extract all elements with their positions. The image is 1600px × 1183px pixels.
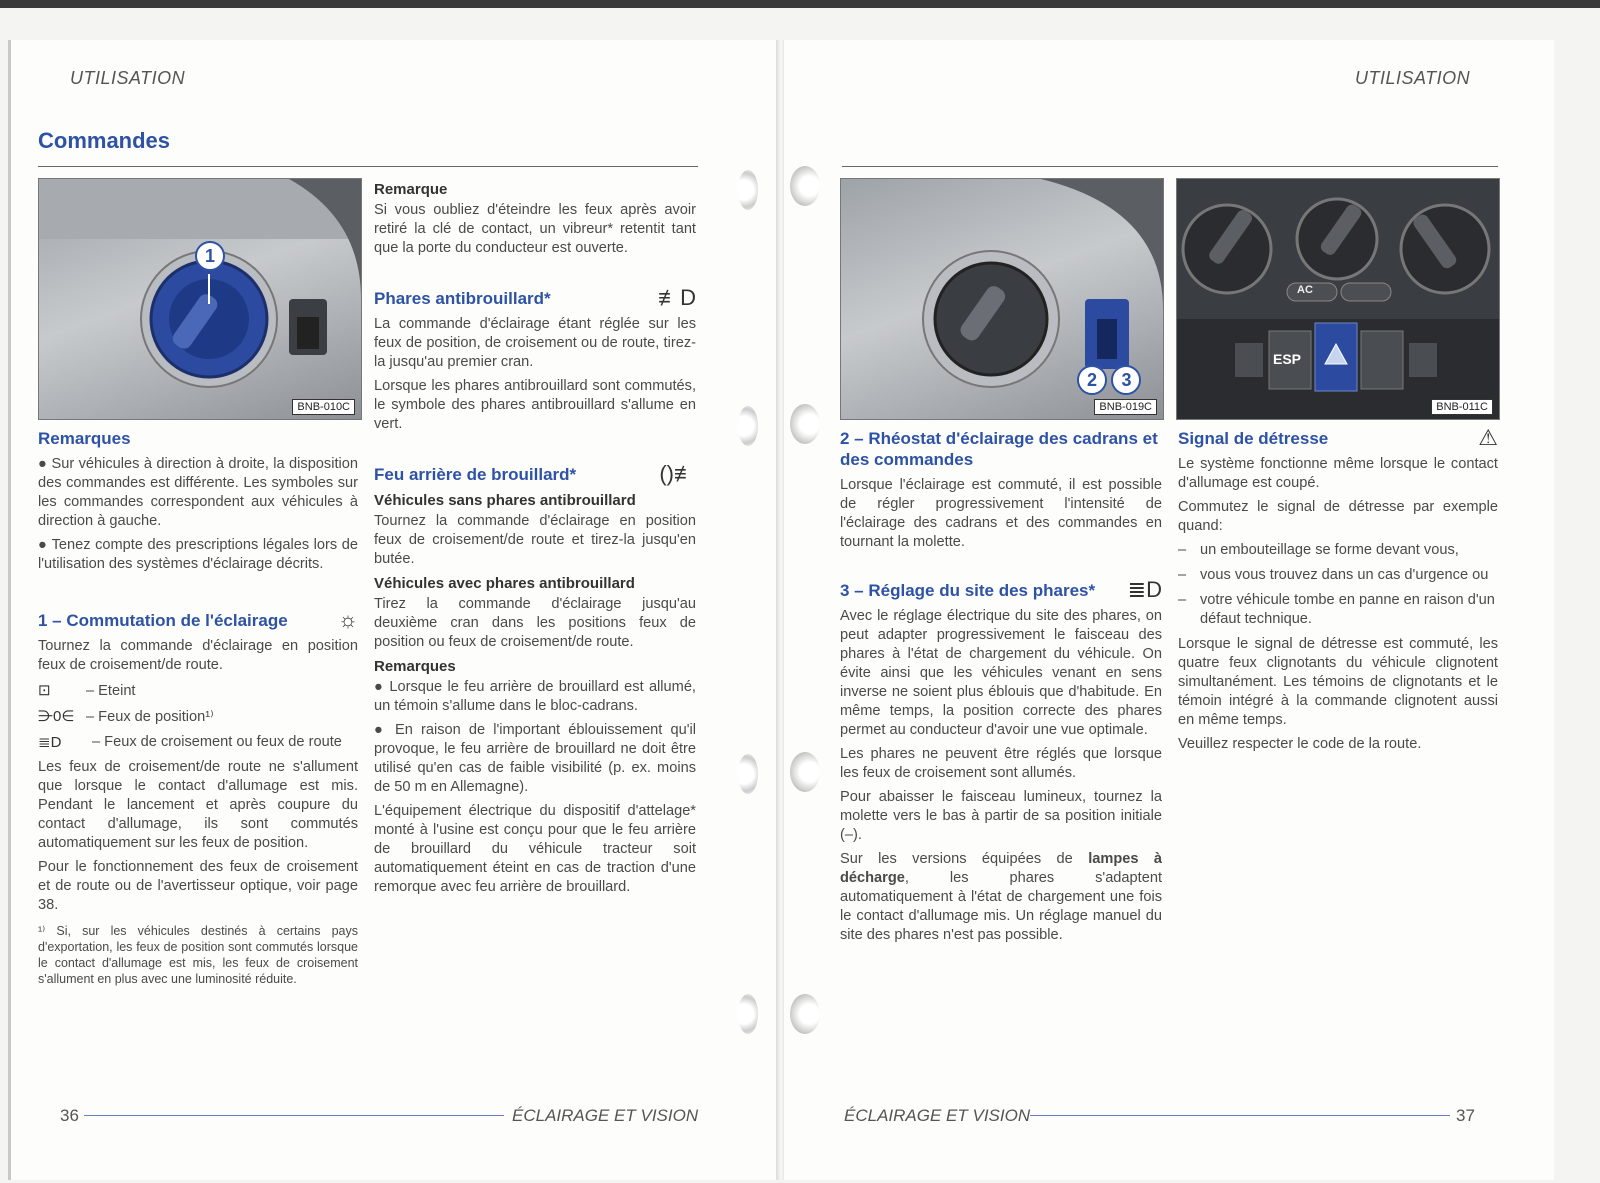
top-dark-band — [0, 0, 1600, 8]
symbol-row-position — [38, 707, 358, 727]
fog-lights-header — [374, 285, 696, 310]
section-1-header — [38, 607, 358, 632]
left-column-1 — [38, 428, 358, 992]
symbol-label: – Feux de croisement ou feux de route — [92, 734, 342, 750]
section-1-title: 1 – Commutation de l'éclairage — [38, 611, 288, 630]
hazard-title: Signal de détresse — [1178, 429, 1329, 448]
section-1-paragraph: Pour le fonctionnement des feux de croisement et de route ou de l'avertisseur optique, voir page 38. — [38, 859, 358, 913]
section-1-intro: Tournez la commande d'éclairage en position feux de croisement/de route. — [38, 638, 358, 673]
binder-hole — [738, 754, 758, 794]
binder-hole — [790, 994, 820, 1034]
section-2-title: 2 – Rhéostat d'éclairage des cadrans et des commandes — [840, 429, 1158, 469]
page-number-left: 36 — [60, 1106, 79, 1125]
vehicles-with-heading: Véhicules avec phares antibrouillard — [374, 575, 635, 592]
vehicles-without-heading: Véhicules sans phares antibrouillard — [374, 492, 636, 509]
remarques2-item: ● Lorsque le feu arrière de brouillard est allumé, un témoin s'allume dans le bloc-cadrans. — [374, 679, 696, 714]
hazard-header — [1178, 425, 1498, 450]
section-3-paragraph: Avec le réglage électrique du site des phares, on peut adapter progressivement le faisceau des phares à l'état de chargement du véhicule. On évite ainsi que les véhicules venant en sens inverse ne soient plus éblouis que d'habitude. En même temps, la position correcte des phares permet au conducteur d'avoir une vue optimale. — [840, 608, 1162, 738]
bold-span: lampes à décharge — [840, 851, 1162, 886]
remarques2-item: L'équipement électrique du dispositif d'attelage* monté à l'usine est conçu pour que le feu arrière de brouillard du véhicule tracteur soit automatiquement éteint en cas de traction d'une remorque avec feu arrière de brouillard. — [374, 803, 696, 895]
figure-code-left: BNB-010C — [292, 399, 355, 415]
fog-lights-paragraph: La commande d'éclairage étant réglée sur les feux de position, de croisement ou de route, tirez-la jusqu'au premier cran. — [374, 316, 696, 370]
symbol-label: – Eteint — [86, 683, 136, 699]
callout-1: 1 — [195, 241, 225, 271]
section-3-last-paragraph — [840, 850, 1162, 945]
title-rule-left — [38, 166, 698, 167]
vehicles-without-text: Tournez la commande d'éclairage en position feux de croisement/de route et tirez-la jusqu'en butée. — [374, 513, 696, 567]
left-column-2 — [374, 176, 696, 902]
binder-hole — [790, 752, 820, 792]
section-3-header — [840, 577, 1162, 602]
fog-light-icon: ≢D — [658, 285, 696, 310]
hazard-list-item: – votre véhicule tombe en panne en raison d'un défaut technique. — [1178, 591, 1498, 629]
position-lights-icon: ⋺0∈ — [38, 708, 75, 725]
light-icon: ☼ — [337, 607, 358, 632]
page-number-right: 37 — [1456, 1106, 1475, 1125]
symbol-row-off — [38, 681, 358, 701]
fog-lights-paragraph: Lorsque les phares antibrouillard sont commutés, le symbole des phares antibrouillard s'allume en vert. — [374, 378, 696, 432]
hazard-panel-figure — [1176, 178, 1500, 420]
hazard-list-item: – vous vous trouvez dans un cas d'urgence ou — [1178, 566, 1498, 585]
footnote: ¹⁾ Si, sur les véhicules destinés à certains pays d'exportation, les feux de position sont commutés lorsque le contact d'allumage est mis, les feux de croisement s'allument en plus avec une luminosité réduite. — [38, 924, 358, 986]
remarques-heading: Remarques — [38, 429, 131, 448]
callout-2: 2 — [1077, 365, 1107, 395]
remarques2-heading: Remarques — [374, 658, 456, 675]
fog-lights-title: Phares antibrouillard* — [374, 289, 551, 308]
remarque-text: Si vous oubliez d'éteindre les feux après avoir retiré la clé de contact, un vibreur* retentit tant que la porte du conducteur est ouverte. — [374, 202, 696, 256]
binder-hole — [790, 404, 820, 444]
hazard-panel-illustration — [1177, 179, 1499, 419]
hazard-paragraph: Veuillez respecter le code de la route. — [1178, 736, 1422, 752]
binder-hole — [738, 994, 758, 1034]
warning-triangle-icon: ⚠ — [1478, 425, 1498, 450]
light-switch-illustration — [39, 179, 361, 419]
footer-left: ÉCLAIRAGE ET VISION — [512, 1106, 699, 1125]
footer-rule-left — [84, 1115, 504, 1116]
right-column-2 — [1178, 425, 1498, 759]
callouts-2-3 — [1077, 365, 1141, 395]
binder-hole — [790, 166, 820, 206]
symbol-label: – Feux de position¹⁾ — [86, 709, 214, 725]
rheostat-figure — [840, 178, 1164, 420]
section-2-text: Lorsque l'éclairage est commuté, il est possible de régler progressivement l'intensité de l'éclairage des cadrans et des commandes en tournant la molette. — [840, 477, 1162, 550]
hazard-paragraph: Commutez le signal de détresse par exemple quand: — [1178, 499, 1498, 534]
binder-hole — [738, 170, 758, 210]
vehicles-with-text: Tirez la commande d'éclairage jusqu'au deuxième cran dans les positions feux de position ou feux de croisement/de route. — [374, 596, 696, 650]
rear-fog-header — [374, 461, 696, 486]
rear-fog-icon: ()≢ — [659, 461, 696, 486]
footer-rule-right — [1030, 1115, 1450, 1116]
section-3-title: 3 – Réglage du site des phares* — [840, 581, 1096, 600]
esp-button-label: ESP — [1273, 351, 1302, 367]
section-3-paragraph: Pour abaisser le faisceau lumineux, tournez la molette vers le bas à partir de sa position initiale (–). — [840, 789, 1162, 843]
remarque-item: ● Tenez compte des prescriptions légales lors de l'utilisation des systèmes d'éclairage décrits. — [38, 537, 358, 572]
section-1-paragraph: Les feux de croisement/de route ne s'allument que lorsque le contact d'allumage est mis. Pendant le lancement et après coupure du contact d'allumage, ils sont commutés automatiquement sur les feux de position. — [38, 759, 358, 851]
low-beam-icon: ≣D — [38, 734, 62, 751]
remarques2-item: ● En raison de l'important éblouissement qu'il provoque, le feu arrière de brouillard ne doit être utilisé qu'en cas de faible visibilité (p. ex. moins de 50 m en Allemagne). — [374, 722, 696, 795]
figure-code-rheostat: BNB-019C — [1094, 399, 1157, 415]
off-icon: ⊡ — [38, 682, 51, 699]
ac-button-label: AC — [1297, 284, 1313, 296]
text-span: , les phares s'adaptent automatiquement à l'état de chargement une fois le contact d'allumage mis. Un réglage manuel du site des phares n'est pas possible. — [840, 870, 1162, 943]
hazard-list-item: – un embouteillage se forme devant vous, — [1178, 541, 1498, 560]
section-3-paragraph: Les phares ne peuvent être réglés que lorsque les feux de croisement sont allumés. — [840, 746, 1162, 781]
hazard-paragraph: Lorsque le signal de détresse est commuté, les quatre feux clignotants du véhicule clignotent simultanément. Les témoins de clignotants et le témoin intégré à la commande clignotent aussi en même temps. — [1178, 636, 1498, 728]
figure-code-panel: BNB-011C — [1431, 399, 1493, 415]
callout-3: 3 — [1111, 365, 1141, 395]
running-header-right: UTILISATION — [1355, 68, 1471, 88]
right-column-1 — [840, 428, 1162, 950]
binder-hole — [738, 406, 758, 446]
page-title: Commandes — [38, 128, 171, 153]
footer-right: ÉCLAIRAGE ET VISION — [844, 1106, 1031, 1125]
remarque-heading: Remarque — [374, 181, 448, 198]
running-header-left: UTILISATION — [70, 68, 186, 88]
title-rule-right — [842, 166, 1498, 167]
symbol-row-lowbeam — [38, 733, 358, 752]
remarque-item: ● Sur véhicules à direction à droite, la disposition des commandes est différente. Les symboles sur les commandes correspondent aux véhicules à direction à gauche. — [38, 456, 358, 529]
hazard-paragraph: Le système fonctionne même lorsque le contact d'allumage est coupé. — [1178, 456, 1498, 491]
headlight-range-icon: ≣D — [1127, 577, 1162, 602]
rear-fog-title: Feu arrière de brouillard* — [374, 465, 577, 484]
text-span: Sur les versions équipées de — [840, 851, 1089, 867]
light-switch-figure — [38, 178, 362, 420]
